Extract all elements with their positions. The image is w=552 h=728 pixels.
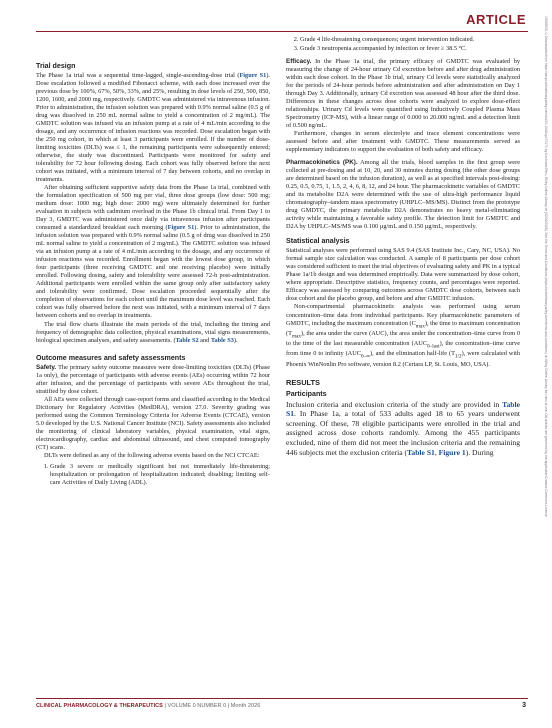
left-column [36,40,270,488]
stats-paragraph-1: Statistical analyses were performed using SAS 9.4 (SAS Institute Inc., Cary, NC, USA). No formal sample size calculation was conducted. A sample of 8 participants per dose cohort was considered sufficient to meet the trial objectives of evaluating safety and PK in a typical Phase 1a/1b design and was determined empirically. Data were summarized by dose cohort, where appropriate. Descriptive statistics, frequency counts, and percentages were reported. Efficacy was assessed by comparing outcomes across GMDTC dose cohorts, between each dose cohort and the placebo group, and before and after GMDTC infusion. [286,247,520,303]
trial-design-paragraph-2: After obtaining sufficient supportive safety data from the Phase 1a trial, combined with the formulation specification of 500 mg per vial, three dose groups (low dose: 500 mg; medium dose: 1000 mg; high dose: 2000 mg) were ultimately determined for further evaluation in subjects with cadmium overload in the Phase 1b clinical trial. From Day 1 to Day 3, GMDTC was administered once daily via intravenous infusion after participants consumed a standardized breakfast each morning (Figure S1). Prior to administration, the infusion solution was prepared with 0.9% normal saline (0.5 g of drug was dissolved in 250 mL normal saline to yield a concentration of 2 mg/mL). The GMDTC solution was infused via an infusion pump at a rate of 4 mL/min according to the dosage, and any occurrence of infusion reactions was recorded. Enrollment began with the lowest dose group, in which four participants (three receiving GMDTC and one receiving placebo) were initially enrolled. Following dosing, safety and tolerability were assessed 72-h post-administration. Additional participants were enrolled within the same group only after satisfactory safety and tolerability were confirmed. Dose escalation proceeded sequentially after the completion of observations for each cohort until the maximum dose level was reached. Each cohort was fully observed before the next was initiated, with a minimum interval of 7 days between cohorts and no overlap in treatments. [36,184,271,320]
download-side-note [541,16,549,666]
statistical-analysis-heading: Statistical analysis [286,237,350,246]
dlt-paragraph: DLTs were defined as any of the following adverse events based on the NCI CTCAE: [44,451,260,459]
figure-s1-link[interactable]: Figure S1 [167,224,195,232]
table-s2-link[interactable]: Table S2 [175,336,199,344]
table-s3-link[interactable]: Table S3 [210,336,234,344]
figure-1-link[interactable]: Figure 1 [438,447,466,457]
table-s1-link[interactable]: Table S1 [407,447,435,457]
table-s1-link[interactable]: Table S1 [286,399,520,419]
trial-design-heading: Trial design [36,62,76,70]
stats-paragraph-2: Non-compartmental pharmacokinetic analysis was performed using serum concentration–time data from individual participants. Key pharmacokinetic parameters of GMDTC, including the maximum concentration $(C_{max})$, the time to maximum concentration $(T_{max})$, the area under the curve (AUC), the area under the concentration–time curve from 0 to the time of the last measurable concentration $(AUC_{0-last})$, the concentration–time curve from time 0 to infinity $(AUC_{0-\infty})$, and the elimination half-life $(T_{1/2})$, were calculated with Phoenix WinNonlin Pro software, version 8.2 (Certara LP, St. Louis, MO, USA). [286,303,521,368]
footer-rule [36,698,528,699]
participants-block [286,400,520,458]
dlt-item-3: 3. Grade 3 neutropenia accompanied by infection or fever ≥ 38.5 °C. [300,45,520,53]
journal-name: CLINICAL PHARMACOLOGY & THERAPEUTICS [36,703,163,709]
ae-paragraph: All AEs were collected through case-report forms and classified according to the Medical Dictionary for Regulatory Activities (MedDRA), version 27.0. Severity grading was performed using the Common Terminology Criteria for Adverse Events (CTCAE), version 5.0 developed by the U.S. National Cancer Institute (NCI). Safety assessments also included the monitoring of clinical laboratory variables, physical examination, vital signs, electrocardiography, cardiac and abdominal ultrasound, and chest computed tomography (CT) scans. [36,395,270,451]
pk-paragraph: Pharmacokinetics (PK). Among all the trials, blood samples in the first group were collected at pre-dosing and at 10, 20, and 30 minutes during dosing (the other dose groups are determined based on the infusion duration), as well as at specified intervals post-dosing: 0.25, 0.5, 0.75, 1, 1.5, 2, 4, 6, 8, 12, and 24 hour. The pharmacokinetic variables of GMDTC and its metabolite D2A were determined with the use of ultra-high performance liquid chromatography–tandem mass spectrometry (UHPLC–MS/MS). Distinct from the prototype drug GMDTC, the primary metabolite D2A demonstrates no heavy metal-eliminating activity while maintaining a favorable safety profile. The detection limit for GMDTC and D2A by UHPLC–MS/MS was 0.100 µg/mL and 0.150 µg/mL, respectively. [286,159,520,231]
header-rule [36,31,528,32]
section-label: ARTICLE [466,12,526,27]
dlt-list-continued [286,36,520,53]
efficacy-paragraph: Efficacy. In the Phase 1a trial, the primary efficacy of GMDTC was evaluated by measuring the change of 24-hour urinary Cd excretion before and after drug administration within each dose cohort. In the Phase 1b trial, urinary Cd levels were statistically analyzed for the periods of 24-hour periods before administration and after administration on Day 1 through Day 3. Additionally, urinary Cd excretion was assessed 48 hour after the third dose. Differences in these changes across dose cohorts were analyzed to explore dose-effect relationships. Urinary Cd levels were quantified using Inductively Coupled Plasma Mass Spectrometry (ICP-MS), with a linear range of 0.000 to 20.000 ng/mL and a detection limit of 0.500 ng/mL. [286,58,520,130]
dlt-item-1: 1. Grade 3 severe or medically significant but not immediately life-threatening; hospitalization or prolongation of hospitalization indicated; disabling; limiting self-care Activities of Daily Living (ADL). [50,463,270,487]
results-heading: RESULTS [286,377,320,387]
page-header [0,0,552,34]
trial-design-paragraph-3: The trial flow charts illustrate the main periods of the trial, including the timing and frequency of demographic data collection, physical examinations, vital signs measurements, biological specimen analyses, and safety assessments. (Table S2 and Table S3). [36,320,270,344]
safety-runin: Safety. [36,363,57,371]
participants-heading: Participants [286,389,327,398]
figure-s1-link[interactable]: Figure S1 [239,72,267,80]
dlt-item-2: 2. Grade 4 life-threatening consequences; urgent intervention indicated. [300,36,520,44]
safety-paragraph: Safety. The primary safety outcome measures were dose-limiting toxicities (DLTs) (Phase 1a only), the percentage of participants with adverse events (AEs) occurring within 72 hour after infusion, and the percentage of participants with severe AEs throughout the trial, stratified by dose cohort. [36,363,270,395]
page-number: 3 [522,702,526,709]
dlt-list [36,463,270,487]
participants-paragraph: Inclusion criteria and exclusion criteria of the study are provided in Table S1. In Phase 1a, a total of 533 adults aged 18 to 65 years underwent screening. Of these, 78 eligible participants were enrolled in the trial and assigned across dose cohorts randomly. Among the 455 participants excluded, nine of them did not meet the inclusion criteria and the remaining 446 subjects met the exclusion criteria (Table S1, Figure 1). During [286,399,520,457]
footer-journal [36,703,260,709]
outcomes-heading: Outcome measures and safety assessments [36,353,186,362]
right-column [286,36,520,457]
efficacy-paragraph-2: Furthermore, changes in serum electrolyte and trace element concentrations were assessed before and after treatment with GMDTC. These measurements served as supplementary indicators to support the evaluation of both safety and efficacy. [286,130,520,154]
issue-meta: | VOLUME 0 NUMBER 0 | Month 2026 [162,703,261,709]
side-note-text: 15326535, 0, Downloaded from https://ascpt.onlinelibrary.wiley.com/doi/10.1002/cpt.70171 by Cochrane Peru, Wiley Online Library on [02/04/2026]. See the Terms and Conditions (https://onlinelibrary.wiley.com/terms-and-conditions) on Wiley Online Library for rules of use; OA articles are governed by the applicable Creative Commons License [544,16,548,517]
trial-design-paragraph-1: The Phase 1a trial was a sequential time-lagged, single-ascending-dose trial (Figure S1). Dose escalation followed a modified Fibonacci scheme, with each dose increased over the previous dose by 100%, 67%, 50%, 33%, and 25%, resulting in dose levels of 250, 500, 850, 1200, 1600, and 2000 mg, respectively. GMDTC was administered via intravenous infusion. Prior to administration, the infusion solution was prepared with 0.9% normal saline (0.5 g of drug was dissolved in 250 mL normal saline to yield a concentration of 2 mg/mL). The GMDTC solution was infused via an infusion pump at a rate of 4 mL/min according to the dosage, and any occurrence of infusion reactions was recorded. Dose escalation began with the 250 mg cohort, in which at least 3 participants were enrolled. If the number of dose-limiting toxicities (DLTs) was ≤ 1, the remaining participants were subsequently entered; otherwise, the study was discontinued. Participants were monitored for safety and tolerability for 72 hour following dosing. Each cohort was fully observed before the next cohort was initiated, with a minimum interval of 7 day between cohorts, and no overlap in treatments. [36,72,271,184]
